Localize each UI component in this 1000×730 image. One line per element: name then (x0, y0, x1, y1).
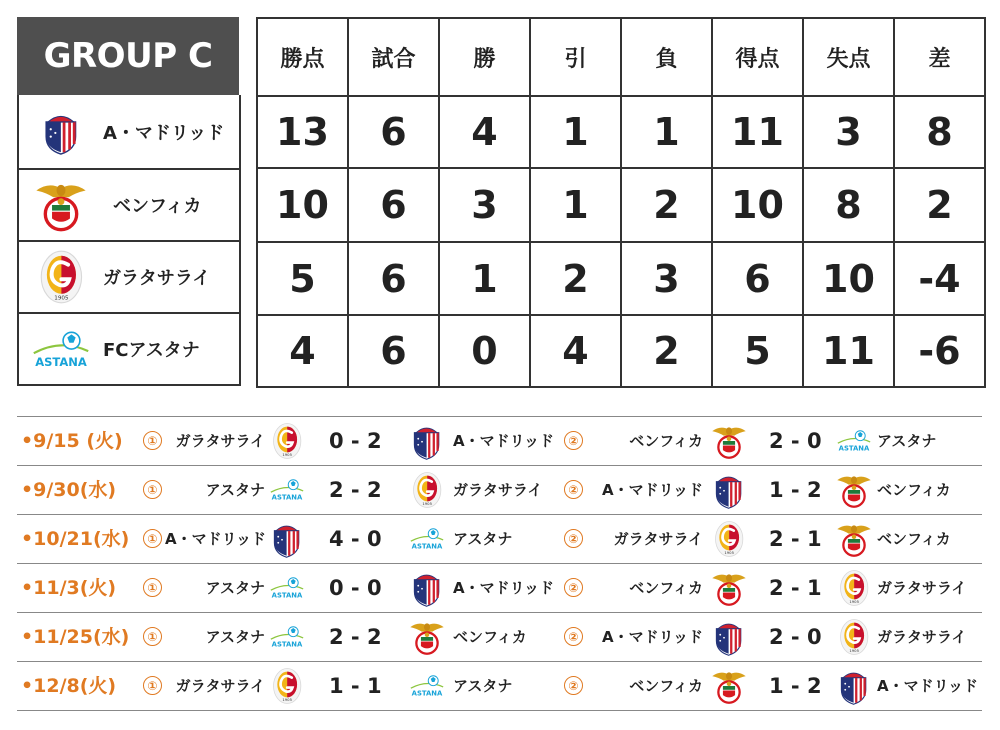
galatasaray-crest-icon (832, 615, 876, 659)
galatasaray-crest-icon (832, 566, 876, 610)
match-score: 1 - 2 (769, 674, 822, 698)
atletico-madrid-crest-icon (707, 468, 751, 512)
match-score: 2 - 1 (769, 527, 822, 551)
match-number-badge: ① (143, 627, 162, 646)
column-header-points: 勝点 (257, 18, 348, 96)
stat-cell: 6 (348, 96, 439, 168)
match-number-badge: ① (143, 529, 162, 548)
stat-cell: 2 (894, 168, 985, 242)
stat-cell: 10 (803, 242, 894, 315)
table-row (257, 96, 985, 168)
svg-text:ASTANA: ASTANA (271, 493, 303, 502)
matchday-date: •9/15 (火) (21, 430, 123, 452)
stat-cell: 6 (348, 315, 439, 387)
benfica-crest-icon (405, 615, 449, 659)
fixture-row (17, 662, 982, 711)
matchday-date: •10/21(水) (21, 528, 130, 550)
svg-text:ASTANA: ASTANA (271, 640, 303, 649)
match-score: 1 - 1 (329, 674, 382, 698)
astana-crest-icon (265, 468, 309, 512)
fixture-row (17, 515, 982, 564)
stat-cell: 3 (803, 96, 894, 168)
matchday-date: •11/3(火) (21, 577, 117, 599)
team-row (19, 168, 239, 240)
column-header-goals-against: 失点 (803, 18, 894, 96)
team-name: FCアスタナ (103, 340, 200, 361)
galatasaray-crest-icon (405, 468, 449, 512)
matchday-date: •11/25(水) (21, 626, 130, 648)
atletico-madrid-crest-icon (707, 615, 751, 659)
stat-cell: 11 (803, 315, 894, 387)
match-score: 4 - 0 (329, 527, 382, 551)
home-team-name: アスタナ (205, 481, 265, 499)
stat-cell: 6 (348, 242, 439, 315)
svg-text:ASTANA: ASTANA (838, 444, 870, 453)
svg-text:ASTANA: ASTANA (35, 354, 87, 369)
stat-cell: 10 (257, 168, 348, 242)
svg-text:1905: 1905 (849, 648, 859, 654)
match-score: 1 - 2 (769, 478, 822, 502)
benfica-crest-icon (707, 419, 751, 463)
benfica-crest-icon (707, 566, 751, 610)
away-team-name: アスタナ (453, 677, 513, 695)
stat-cell: 6 (348, 168, 439, 242)
home-team-name: ベンフィカ (629, 432, 703, 450)
galatasaray-crest-icon (19, 245, 103, 309)
match-number-badge: ① (143, 480, 162, 499)
stat-cell: -6 (894, 315, 985, 387)
match-number-badge: ② (564, 431, 583, 450)
svg-text:ASTANA: ASTANA (411, 689, 443, 698)
stat-cell: 1 (530, 96, 621, 168)
svg-text:ASTANA: ASTANA (271, 591, 303, 600)
table-row (257, 315, 985, 387)
team-list (17, 95, 241, 386)
home-team-name: ベンフィカ (629, 579, 703, 597)
svg-text:1905: 1905 (282, 452, 292, 458)
home-team-name: A・マドリッド (165, 530, 267, 548)
away-team-name: ベンフィカ (877, 481, 951, 499)
stat-cell: 4 (530, 315, 621, 387)
home-team-name: A・マドリッド (601, 481, 703, 499)
svg-text:1905: 1905 (282, 697, 292, 703)
stat-cell: 3 (621, 242, 712, 315)
home-team-name: ガラタサライ (175, 677, 265, 695)
match-number-badge: ② (564, 676, 583, 695)
stat-cell: 2 (621, 315, 712, 387)
match-score: 0 - 2 (329, 429, 382, 453)
match-number-badge: ① (143, 578, 162, 597)
svg-text:1905: 1905 (422, 501, 432, 507)
home-team-name: アスタナ (205, 628, 265, 646)
fixture-row (17, 564, 982, 613)
fixture-row (17, 613, 982, 662)
match-number-badge: ① (143, 431, 162, 450)
stat-cell: 3 (439, 168, 530, 242)
column-header-drawn: 引 (530, 18, 621, 96)
team-name: ガラタサライ (103, 268, 211, 289)
table-header-row (257, 18, 985, 96)
match-score: 2 - 0 (769, 625, 822, 649)
team-name: ベンフィカ (113, 196, 202, 217)
atletico-madrid-crest-icon (832, 664, 876, 708)
benfica-crest-icon (832, 468, 876, 512)
away-team-name: アスタナ (453, 530, 513, 548)
fixtures-list (17, 416, 982, 711)
away-team-name: ガラタサライ (453, 481, 543, 499)
away-team-name: ガラタサライ (877, 579, 967, 597)
stat-cell: 11 (712, 96, 803, 168)
stat-cell: 2 (621, 168, 712, 242)
match-score: 2 - 1 (769, 576, 822, 600)
column-header-lost: 負 (621, 18, 712, 96)
match-number-badge: ① (143, 676, 162, 695)
svg-text:1905: 1905 (53, 295, 69, 302)
matchday-date: •9/30(水) (21, 479, 117, 501)
galatasaray-crest-icon (707, 517, 751, 561)
match-number-badge: ② (564, 627, 583, 646)
galatasaray-crest-icon (265, 419, 309, 463)
team-row (19, 312, 239, 384)
home-team-name: アスタナ (205, 579, 265, 597)
team-row (19, 95, 239, 168)
stat-cell: 5 (257, 242, 348, 315)
away-team-name: A・マドリッド (877, 677, 979, 695)
away-team-name: A・マドリッド (453, 432, 555, 450)
svg-text:1905: 1905 (724, 550, 734, 556)
benfica-crest-icon (832, 517, 876, 561)
standings-table (256, 17, 986, 388)
atletico-madrid-crest-icon (405, 566, 449, 610)
table-row (257, 168, 985, 242)
fixture-row (17, 417, 982, 466)
column-header-goals-for: 得点 (712, 18, 803, 96)
match-number-badge: ② (564, 578, 583, 597)
stat-cell: 4 (439, 96, 530, 168)
atletico-madrid-crest-icon (19, 100, 103, 164)
team-name: A・マドリッド (103, 122, 225, 144)
table-row (257, 242, 985, 315)
home-team-name: ガラタサライ (613, 530, 703, 548)
atletico-madrid-crest-icon (265, 517, 309, 561)
stat-cell: 1 (439, 242, 530, 315)
away-team-name: ベンフィカ (877, 530, 951, 548)
fixture-row (17, 466, 982, 515)
away-team-name: ベンフィカ (453, 628, 527, 646)
match-score: 0 - 0 (329, 576, 382, 600)
benfica-crest-icon (19, 173, 103, 237)
stat-cell: 6 (712, 242, 803, 315)
stat-cell: 10 (712, 168, 803, 242)
astana-crest-icon (265, 615, 309, 659)
svg-text:ASTANA: ASTANA (411, 542, 443, 551)
astana-crest-icon (405, 517, 449, 561)
home-team-name: ガラタサライ (175, 432, 265, 450)
away-team-name: ガラタサライ (877, 628, 967, 646)
stat-cell: 13 (257, 96, 348, 168)
stat-cell: 8 (803, 168, 894, 242)
match-number-badge: ② (564, 480, 583, 499)
stat-cell: -4 (894, 242, 985, 315)
group-title: GROUP C (17, 17, 239, 95)
home-team-name: A・マドリッド (601, 628, 703, 646)
match-number-badge: ② (564, 529, 583, 548)
column-header-played: 試合 (348, 18, 439, 96)
column-header-goal-difference: 差 (894, 18, 985, 96)
match-score: 2 - 0 (769, 429, 822, 453)
stat-cell: 5 (712, 315, 803, 387)
stat-cell: 0 (439, 315, 530, 387)
matchday-date: •12/8(火) (21, 675, 117, 697)
astana-crest-icon (832, 419, 876, 463)
away-team-name: アスタナ (877, 432, 937, 450)
away-team-name: A・マドリッド (453, 579, 555, 597)
benfica-crest-icon (707, 664, 751, 708)
stat-cell: 1 (621, 96, 712, 168)
stat-cell: 4 (257, 315, 348, 387)
column-header-won: 勝 (439, 18, 530, 96)
team-row (19, 240, 239, 312)
stat-cell: 8 (894, 96, 985, 168)
svg-text:1905: 1905 (849, 599, 859, 605)
astana-crest-icon (405, 664, 449, 708)
stat-cell: 2 (530, 242, 621, 315)
match-score: 2 - 2 (329, 478, 382, 502)
home-team-name: ベンフィカ (629, 677, 703, 695)
atletico-madrid-crest-icon (405, 419, 449, 463)
stat-cell: 1 (530, 168, 621, 242)
astana-crest-icon (265, 566, 309, 610)
match-score: 2 - 2 (329, 625, 382, 649)
galatasaray-crest-icon (265, 664, 309, 708)
astana-crest-icon (19, 317, 103, 381)
